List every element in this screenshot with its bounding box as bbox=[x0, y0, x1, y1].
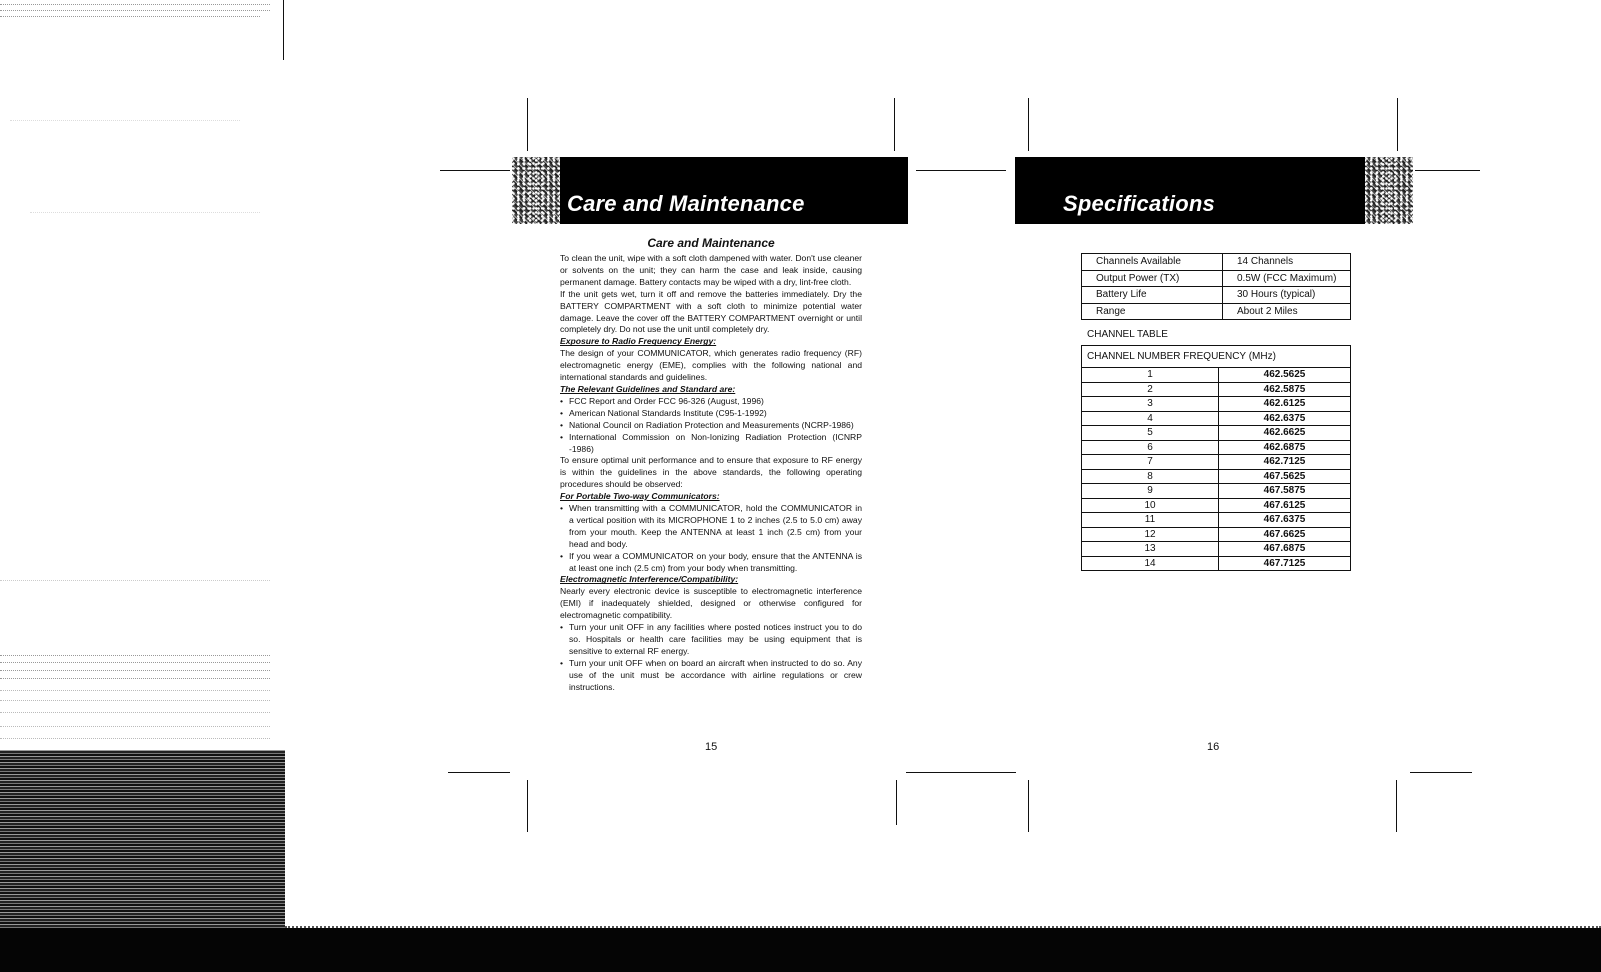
channel-number: 9 bbox=[1082, 484, 1219, 499]
channel-frequency: 462.5875 bbox=[1219, 382, 1351, 397]
crop-mark bbox=[440, 170, 510, 171]
channel-number: 11 bbox=[1082, 513, 1219, 528]
portable-list bbox=[560, 503, 862, 574]
channel-frequency: 462.6375 bbox=[1219, 411, 1351, 426]
subheading-rf-exposure: Exposure to Radio Frequency Energy: bbox=[560, 336, 717, 347]
channel-number: 7 bbox=[1082, 455, 1219, 470]
header-texture bbox=[1365, 157, 1413, 224]
left-page-header-title: Care and Maintenance bbox=[567, 191, 805, 216]
list-item: • If you wear a COMMUNICATOR on your body, ensure that the ANTENNA is at least one inch (2.5 cm) from your body when transmitting. bbox=[560, 551, 862, 575]
crop-mark bbox=[916, 170, 1006, 171]
crop-mark bbox=[448, 772, 510, 773]
header-texture bbox=[512, 157, 560, 224]
channel-table-header: CHANNEL NUMBER FREQUENCY (MHz) bbox=[1082, 346, 1351, 368]
page-number: 16 bbox=[1207, 741, 1220, 753]
channel-frequency: 467.5625 bbox=[1219, 469, 1351, 484]
crop-mark bbox=[894, 98, 895, 151]
scan-dark-band bbox=[0, 750, 285, 930]
paragraph: The design of your COMMUNICATOR, which generates radio frequency (RF) electromagnetic energy (EME), complies with the following national and international standards and guidelines. bbox=[560, 348, 862, 383]
list-item: • Turn your unit OFF in any facilities where posted notices instruct you to do so. Hospitals or health care facilities may be using equipment that is sensitive to external RF energy. bbox=[560, 622, 862, 658]
channel-frequency: 462.6625 bbox=[1219, 426, 1351, 441]
list-item: • FCC Report and Order FCC 96-326 (August, 1996) bbox=[560, 396, 862, 408]
table-header-row bbox=[1082, 346, 1351, 368]
table-row bbox=[1082, 287, 1351, 304]
channel-number: 6 bbox=[1082, 440, 1219, 455]
channel-frequency: 467.6625 bbox=[1219, 527, 1351, 542]
spec-label: Battery Life bbox=[1082, 287, 1223, 304]
table-row bbox=[1082, 303, 1351, 320]
subheading-portable: For Portable Two-way Communicators: bbox=[560, 491, 720, 502]
channel-table-label: CHANNEL TABLE bbox=[1087, 329, 1168, 340]
channel-number: 12 bbox=[1082, 527, 1219, 542]
channel-number: 4 bbox=[1082, 411, 1219, 426]
table-row bbox=[1082, 469, 1351, 484]
guidelines-list bbox=[560, 396, 862, 456]
table-row bbox=[1082, 382, 1351, 397]
channel-number: 14 bbox=[1082, 556, 1219, 571]
channel-number: 3 bbox=[1082, 397, 1219, 412]
crop-mark bbox=[1415, 170, 1480, 171]
channel-frequency: 462.7125 bbox=[1219, 455, 1351, 470]
table-row bbox=[1082, 498, 1351, 513]
emi-list bbox=[560, 622, 862, 693]
table-row bbox=[1082, 426, 1351, 441]
crop-mark bbox=[1397, 98, 1398, 151]
scan-bottom-bar bbox=[0, 928, 1601, 972]
crop-mark bbox=[1396, 780, 1397, 832]
specifications-table bbox=[1081, 253, 1351, 320]
subheading-emi: Electromagnetic Interference/Compatibility: bbox=[560, 574, 739, 585]
left-page-header bbox=[560, 157, 908, 224]
right-page-header-title: Specifications bbox=[1063, 191, 1215, 216]
crop-mark bbox=[527, 780, 528, 832]
table-row bbox=[1082, 513, 1351, 528]
table-row bbox=[1082, 484, 1351, 499]
paragraph: To ensure optimal unit performance and to ensure that exposure to RF energy is within the guidelines in the above standards, the following operating procedures should be observed: bbox=[560, 455, 862, 490]
channel-number: 10 bbox=[1082, 498, 1219, 513]
care-body-text bbox=[560, 253, 862, 694]
paragraph: If the unit gets wet, turn it off and remove the batteries immediately. Dry the BATTERY COMPARTMENT with a soft cloth to minimize potential water damage. Leave the cover off the BATTERY COMPARTMENT overnight or until completely dry. Do not use the unit until completely dry. bbox=[560, 288, 862, 335]
table-row bbox=[1082, 527, 1351, 542]
list-item: • Turn your unit OFF when on board an aircraft when instructed to do so. Any use of the unit must be accordance with airline regulations or crew instructions. bbox=[560, 658, 862, 694]
paragraph: To clean the unit, wipe with a soft cloth dampened with water. Don't use cleaner or solvents on the unit; they can harm the case and leak inside, causing permanent damage. Battery contacts may be wiped with a dry, lint-free cloth. bbox=[560, 253, 862, 287]
subheading-guidelines: The Relevant Guidelines and Standard are: bbox=[560, 383, 736, 394]
list-item: • International Commission on Non-Ionizing Radiation Protection (ICNRP -1986) bbox=[560, 432, 862, 456]
spec-value: 30 Hours (typical) bbox=[1223, 287, 1351, 304]
paragraph: Nearly every electronic device is susceptible to electromagnetic interference (EMI) if inadequately shielded, designed or otherwise configured for electromagnetic compatibility. bbox=[560, 586, 862, 621]
channel-frequency: 462.6875 bbox=[1219, 440, 1351, 455]
crop-mark bbox=[1028, 98, 1029, 151]
table-row bbox=[1082, 455, 1351, 470]
page-number: 15 bbox=[705, 741, 718, 753]
list-item: • National Council on Radiation Protection and Measurements (NCRP-1986) bbox=[560, 420, 862, 432]
table-row bbox=[1082, 542, 1351, 557]
crop-mark bbox=[1410, 772, 1472, 773]
spec-label: Output Power (TX) bbox=[1082, 270, 1223, 287]
right-page-header bbox=[1015, 157, 1367, 224]
channel-table bbox=[1081, 345, 1351, 571]
table-row bbox=[1082, 254, 1351, 271]
spec-value: 14 Channels bbox=[1223, 254, 1351, 271]
channel-frequency: 467.7125 bbox=[1219, 556, 1351, 571]
spec-value: About 2 Miles bbox=[1223, 303, 1351, 320]
table-row bbox=[1082, 556, 1351, 571]
crop-mark bbox=[896, 780, 897, 825]
channel-frequency: 467.6875 bbox=[1219, 542, 1351, 557]
channel-frequency: 462.5625 bbox=[1219, 368, 1351, 383]
crop-mark bbox=[527, 98, 528, 151]
section-title: Care and Maintenance bbox=[647, 236, 775, 250]
table-row bbox=[1082, 411, 1351, 426]
spec-value: 0.5W (FCC Maximum) bbox=[1223, 270, 1351, 287]
channel-number: 8 bbox=[1082, 469, 1219, 484]
channel-frequency: 467.5875 bbox=[1219, 484, 1351, 499]
channel-number: 1 bbox=[1082, 368, 1219, 383]
table-row bbox=[1082, 368, 1351, 383]
list-item: • American National Standards Institute (C95-1-1992) bbox=[560, 408, 862, 420]
spec-label: Channels Available bbox=[1082, 254, 1223, 271]
crop-mark bbox=[906, 772, 1016, 773]
crop-mark bbox=[1028, 780, 1029, 832]
channel-number: 2 bbox=[1082, 382, 1219, 397]
table-row bbox=[1082, 270, 1351, 287]
channel-number: 5 bbox=[1082, 426, 1219, 441]
spec-label: Range bbox=[1082, 303, 1223, 320]
channel-number: 13 bbox=[1082, 542, 1219, 557]
channel-frequency: 462.6125 bbox=[1219, 397, 1351, 412]
channel-frequency: 467.6375 bbox=[1219, 513, 1351, 528]
channel-frequency: 467.6125 bbox=[1219, 498, 1351, 513]
list-item: • When transmitting with a COMMUNICATOR, hold the COMMUNICATOR in a vertical position with its MICROPHONE 1 to 2 inches (2.5 to 5.0 cm) away from your mouth. Keep the ANTENNA at least 1 inch (2.5 cm) from your head and body. bbox=[560, 503, 862, 551]
table-row bbox=[1082, 397, 1351, 412]
scan-edge-line bbox=[283, 0, 284, 60]
table-row bbox=[1082, 440, 1351, 455]
